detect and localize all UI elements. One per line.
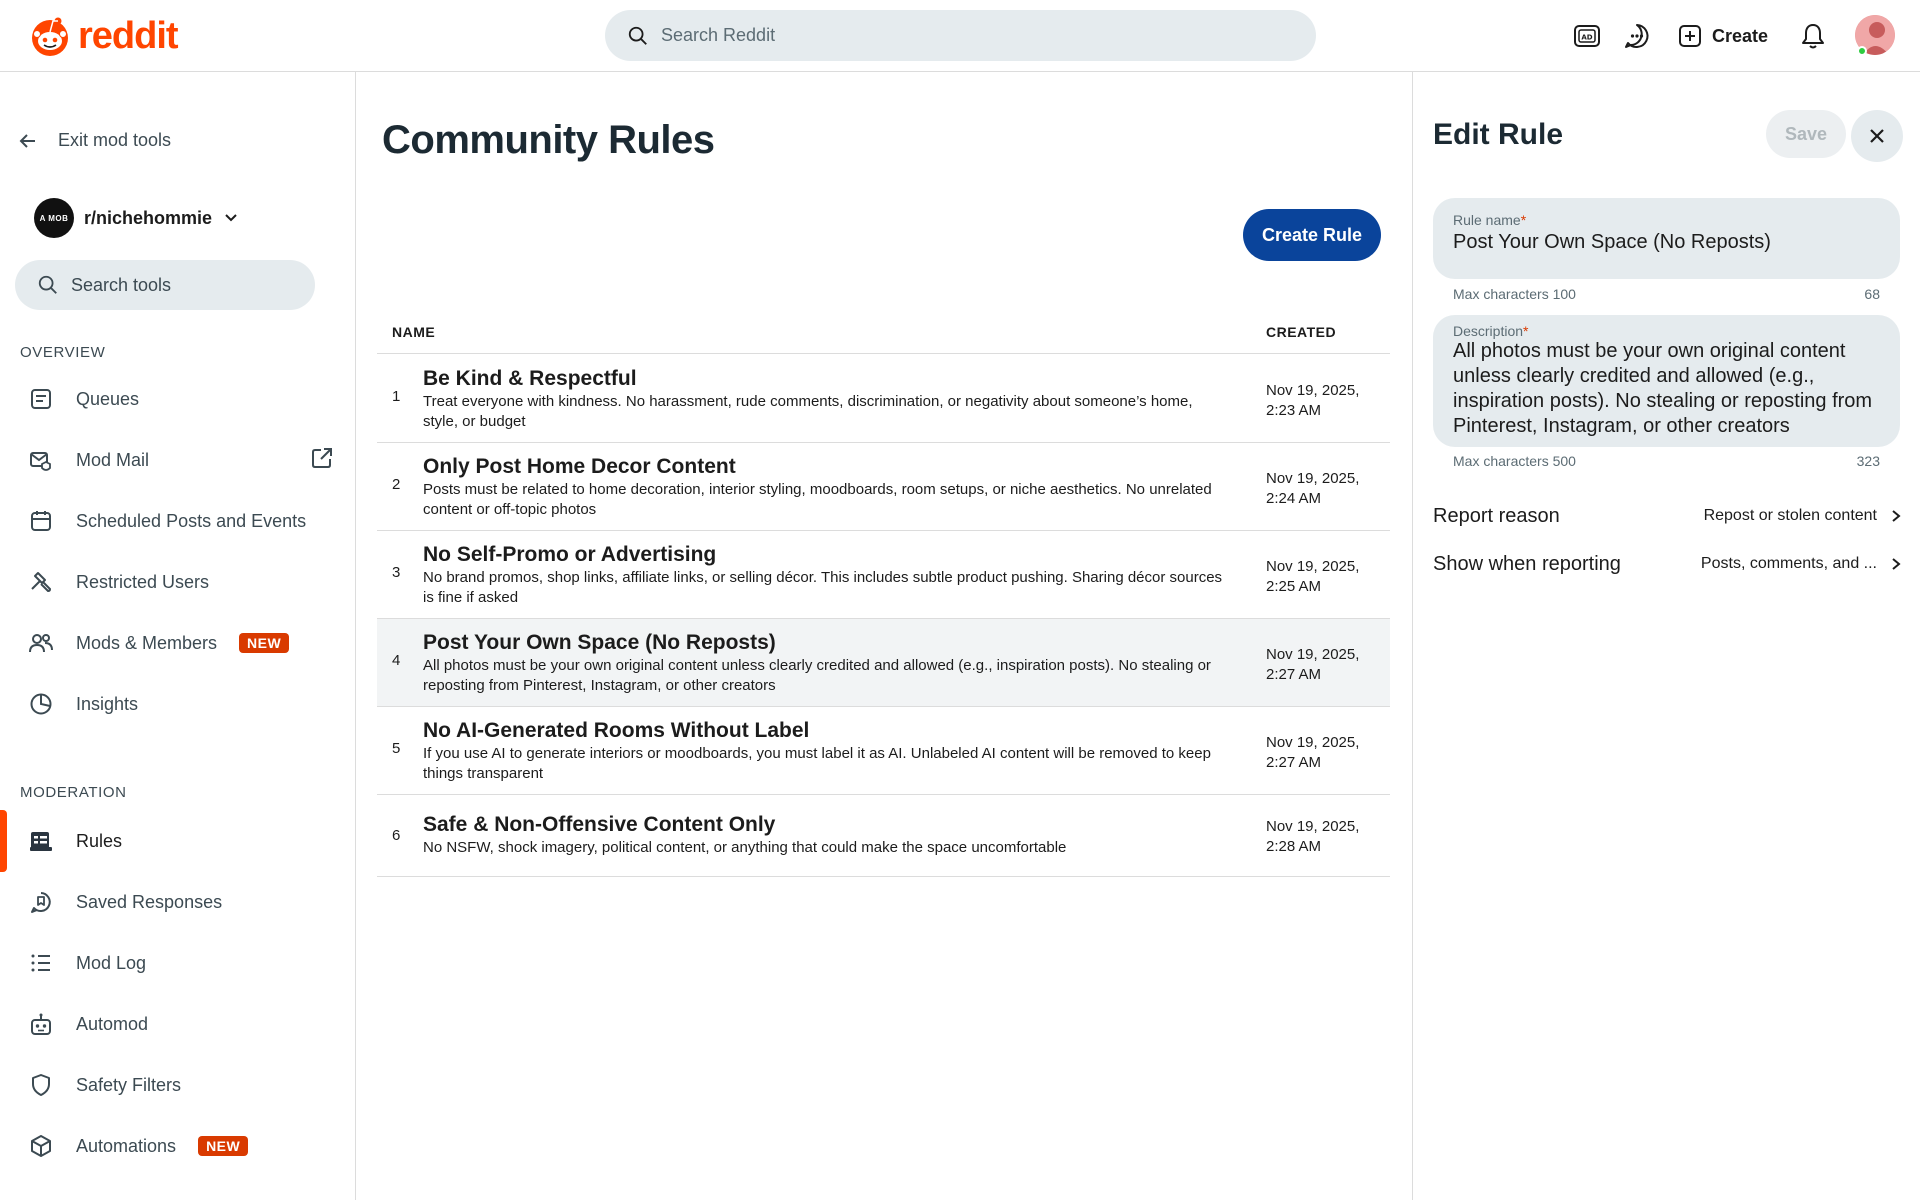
sidebar-item-label: Saved Responses <box>76 891 223 912</box>
create-label: Create <box>1711 25 1769 46</box>
pie-chart-icon <box>28 691 54 717</box>
column-header-name: NAME <box>392 324 436 340</box>
overview-section-label: OVERVIEW <box>20 344 106 361</box>
description-meta <box>1453 453 1880 469</box>
show-when-reporting-row[interactable] <box>1433 544 1903 584</box>
notifications-button[interactable] <box>1798 16 1828 56</box>
rule-row-selected[interactable] <box>377 619 1390 707</box>
cube-icon <box>28 1133 54 1159</box>
rule-number: 5 <box>392 740 401 757</box>
rule-created-date: Nov 19, 2025, 2:23 AM <box>1266 382 1360 419</box>
rule-name-label <box>1453 212 1880 228</box>
rule-description: If you use AI to generate interiors or moodboards, you must label it as AI. Unlabeled AI content will be removed to keep things transparent <box>423 745 1211 782</box>
rule-description: No NSFW, shock imagery, political content, or anything that could make the space uncomfortable <box>423 839 1067 856</box>
mod-mail-icon <box>28 447 54 473</box>
community-switcher[interactable] <box>34 198 240 238</box>
sidebar-item-automations[interactable] <box>0 1119 355 1173</box>
rule-number: 3 <box>392 564 401 581</box>
sidebar-item-scheduled-posts[interactable] <box>0 494 355 548</box>
sidebar-item-safety-filters[interactable] <box>0 1058 355 1112</box>
required-asterisk: * <box>1520 212 1527 228</box>
reddit-snoo-icon <box>28 14 72 58</box>
rule-name-field[interactable] <box>1433 198 1900 279</box>
reddit-search-bar[interactable] <box>605 10 1316 61</box>
arrow-left-icon <box>18 131 38 151</box>
rule-name-char-count: 68 <box>1864 286 1880 302</box>
rule-title: Post Your Own Space (No Reposts) <box>423 631 776 654</box>
rule-row[interactable] <box>377 707 1390 795</box>
top-header <box>0 0 1920 72</box>
description-label <box>1453 323 1880 339</box>
save-button[interactable]: Save <box>1766 110 1846 158</box>
sidebar-item-label: Rules <box>76 830 123 851</box>
members-icon <box>28 630 54 656</box>
calendar-icon <box>28 508 54 534</box>
chevron-right-icon <box>1889 508 1903 524</box>
create-rule-button[interactable]: Create Rule <box>1243 209 1381 261</box>
description-max-chars: Max characters 500 <box>1453 453 1576 469</box>
exit-mod-tools-label: Exit mod tools <box>58 130 172 150</box>
rule-number: 6 <box>392 827 401 844</box>
report-reason-value: Repost or stolen content <box>1703 507 1877 524</box>
reddit-logo[interactable] <box>28 14 178 58</box>
required-asterisk: * <box>1523 323 1529 339</box>
rule-title: Safe & Non-Offensive Content Only <box>423 813 776 836</box>
external-link-icon[interactable] <box>311 447 333 474</box>
saved-responses-icon <box>28 889 54 915</box>
close-panel-button[interactable] <box>1851 110 1903 162</box>
report-reason-label: Report reason <box>1433 504 1560 527</box>
sidebar-item-queues[interactable] <box>0 372 355 426</box>
sidebar-item-label: Safety Filters <box>76 1074 182 1095</box>
ad-icon <box>1573 23 1601 49</box>
search-icon <box>37 274 59 296</box>
page-title: Community Rules <box>382 118 715 162</box>
show-when-reporting-value: Posts, comments, and ... <box>1700 555 1877 572</box>
sidebar-item-mod-mail[interactable] <box>0 433 355 487</box>
new-badge: NEW <box>239 633 289 653</box>
create-post-button[interactable] <box>1676 16 1770 56</box>
bot-icon <box>28 1011 54 1037</box>
rule-title: Be Kind & Respectful <box>423 367 637 390</box>
queue-icon <box>28 386 54 412</box>
rule-row[interactable] <box>377 355 1390 443</box>
reddit-search-input[interactable] <box>661 25 1261 46</box>
community-avatar: A MOB <box>34 198 74 238</box>
sidebar-item-label: Mod Mail <box>76 449 150 470</box>
sidebar-item-rules[interactable] <box>0 814 355 868</box>
rule-description: All photos must be your own original content unless clearly credited and allowed (e.g., inspiration posts). No stealing or reposting from Pinterest, Instagram, or other creators <box>423 657 1211 694</box>
show-when-reporting-selector[interactable] <box>1701 555 1903 573</box>
search-tools-bar[interactable] <box>15 260 315 310</box>
sidebar-item-mods-members[interactable] <box>0 616 355 670</box>
rule-number: 2 <box>392 476 401 493</box>
rule-title: Only Post Home Decor Content <box>423 455 736 478</box>
rules-icon <box>28 828 54 854</box>
description-textarea[interactable]: All photos must be your own original content unless clearly credited and allowed (e.g., inspiration posts). No stealing or reposting from Pinterest, Instagram, or other creators <box>1453 340 1873 437</box>
rule-created-date: Nov 19, 2025, 2:24 AM <box>1266 470 1360 507</box>
report-reason-selector[interactable] <box>1704 507 1903 525</box>
rule-title: No Self-Promo or Advertising <box>423 543 717 566</box>
rule-row[interactable] <box>377 795 1390 877</box>
new-badge: NEW <box>198 1136 248 1156</box>
sidebar-item-label: Queues <box>76 388 140 409</box>
sidebar-item-automod[interactable] <box>0 997 355 1051</box>
sidebar-item-label: Automations <box>76 1135 177 1156</box>
rule-name-max-chars: Max characters 100 <box>1453 286 1576 302</box>
community-name: r/nichehommie <box>84 207 213 228</box>
exit-mod-tools-link[interactable] <box>18 130 171 151</box>
rule-created-date: Nov 19, 2025, 2:27 AM <box>1266 646 1360 683</box>
description-label-text: Description <box>1453 323 1524 339</box>
svg-text:AD: AD <box>1581 33 1593 42</box>
chevron-down-icon <box>222 209 240 227</box>
panel-title: Edit Rule <box>1433 118 1564 151</box>
rule-name-input[interactable]: Post Your Own Space (No Reposts) <box>1453 231 1771 253</box>
report-reason-row[interactable] <box>1433 496 1903 536</box>
list-icon <box>28 950 54 976</box>
sidebar-item-label: Mods & Members <box>76 632 218 653</box>
rule-number: 4 <box>392 652 401 669</box>
search-icon <box>627 25 649 47</box>
rule-row[interactable] <box>377 531 1390 619</box>
rule-row[interactable] <box>377 443 1390 531</box>
online-status-dot <box>1857 46 1867 56</box>
hammer-icon <box>28 569 54 595</box>
rule-name-meta <box>1453 286 1880 302</box>
description-char-count: 323 <box>1856 453 1880 469</box>
shield-icon <box>28 1072 54 1098</box>
rule-title: No AI-Generated Rooms Without Label <box>423 719 810 742</box>
edit-rule-panel <box>1412 72 1920 1200</box>
sidebar-item-saved-responses[interactable] <box>0 875 355 929</box>
show-when-reporting-label: Show when reporting <box>1433 552 1621 575</box>
plus-square-icon <box>1678 24 1702 48</box>
sidebar-item-label: Automod <box>76 1013 149 1034</box>
chat-button[interactable] <box>1620 16 1654 56</box>
description-field[interactable] <box>1433 315 1900 447</box>
chat-icon <box>1623 22 1651 50</box>
community-rules-main <box>357 72 1412 1200</box>
mod-tools-sidebar <box>0 72 356 1200</box>
search-tools-input[interactable] <box>71 275 301 296</box>
column-header-created: CREATED <box>1266 324 1337 340</box>
rule-description: No brand promos, shop links, affiliate links, or selling décor. This includes subtle product pushing. Sharing décor sources is fine if asked <box>423 569 1223 606</box>
rule-name-label-text: Rule name <box>1453 212 1521 228</box>
rule-created-date: Nov 19, 2025, 2:27 AM <box>1266 734 1360 771</box>
advertise-button[interactable] <box>1570 16 1604 56</box>
moderation-section-label: MODERATION <box>20 784 127 801</box>
rule-created-date: Nov 19, 2025, 2:25 AM <box>1266 558 1360 595</box>
sidebar-item-label: Mod Log <box>76 952 147 973</box>
sidebar-item-label: Scheduled Posts and Events <box>76 510 307 531</box>
sidebar-item-mod-log[interactable] <box>0 936 355 990</box>
sidebar-item-label: Restricted Users <box>76 571 210 592</box>
rule-description: Posts must be related to home decoration, interior styling, moodboards, room setups, or niche aesthetics. No unrelated content or off-topic photos <box>423 481 1212 518</box>
sidebar-item-restricted-users[interactable] <box>0 555 355 609</box>
chevron-right-icon <box>1889 556 1903 572</box>
logo-text: reddit <box>78 14 178 57</box>
bell-icon <box>1800 22 1826 50</box>
rules-table-header <box>377 312 1390 354</box>
rule-created-date: Nov 19, 2025, 2:28 AM <box>1266 818 1360 855</box>
sidebar-item-label: Insights <box>76 693 139 714</box>
sidebar-item-insights[interactable] <box>0 677 355 731</box>
rule-description: Treat everyone with kindness. No harassment, rude comments, discrimination, or negativity about someone’s home, style, or budget <box>423 393 1193 430</box>
rule-number: 1 <box>392 388 401 405</box>
close-icon <box>1868 127 1886 145</box>
